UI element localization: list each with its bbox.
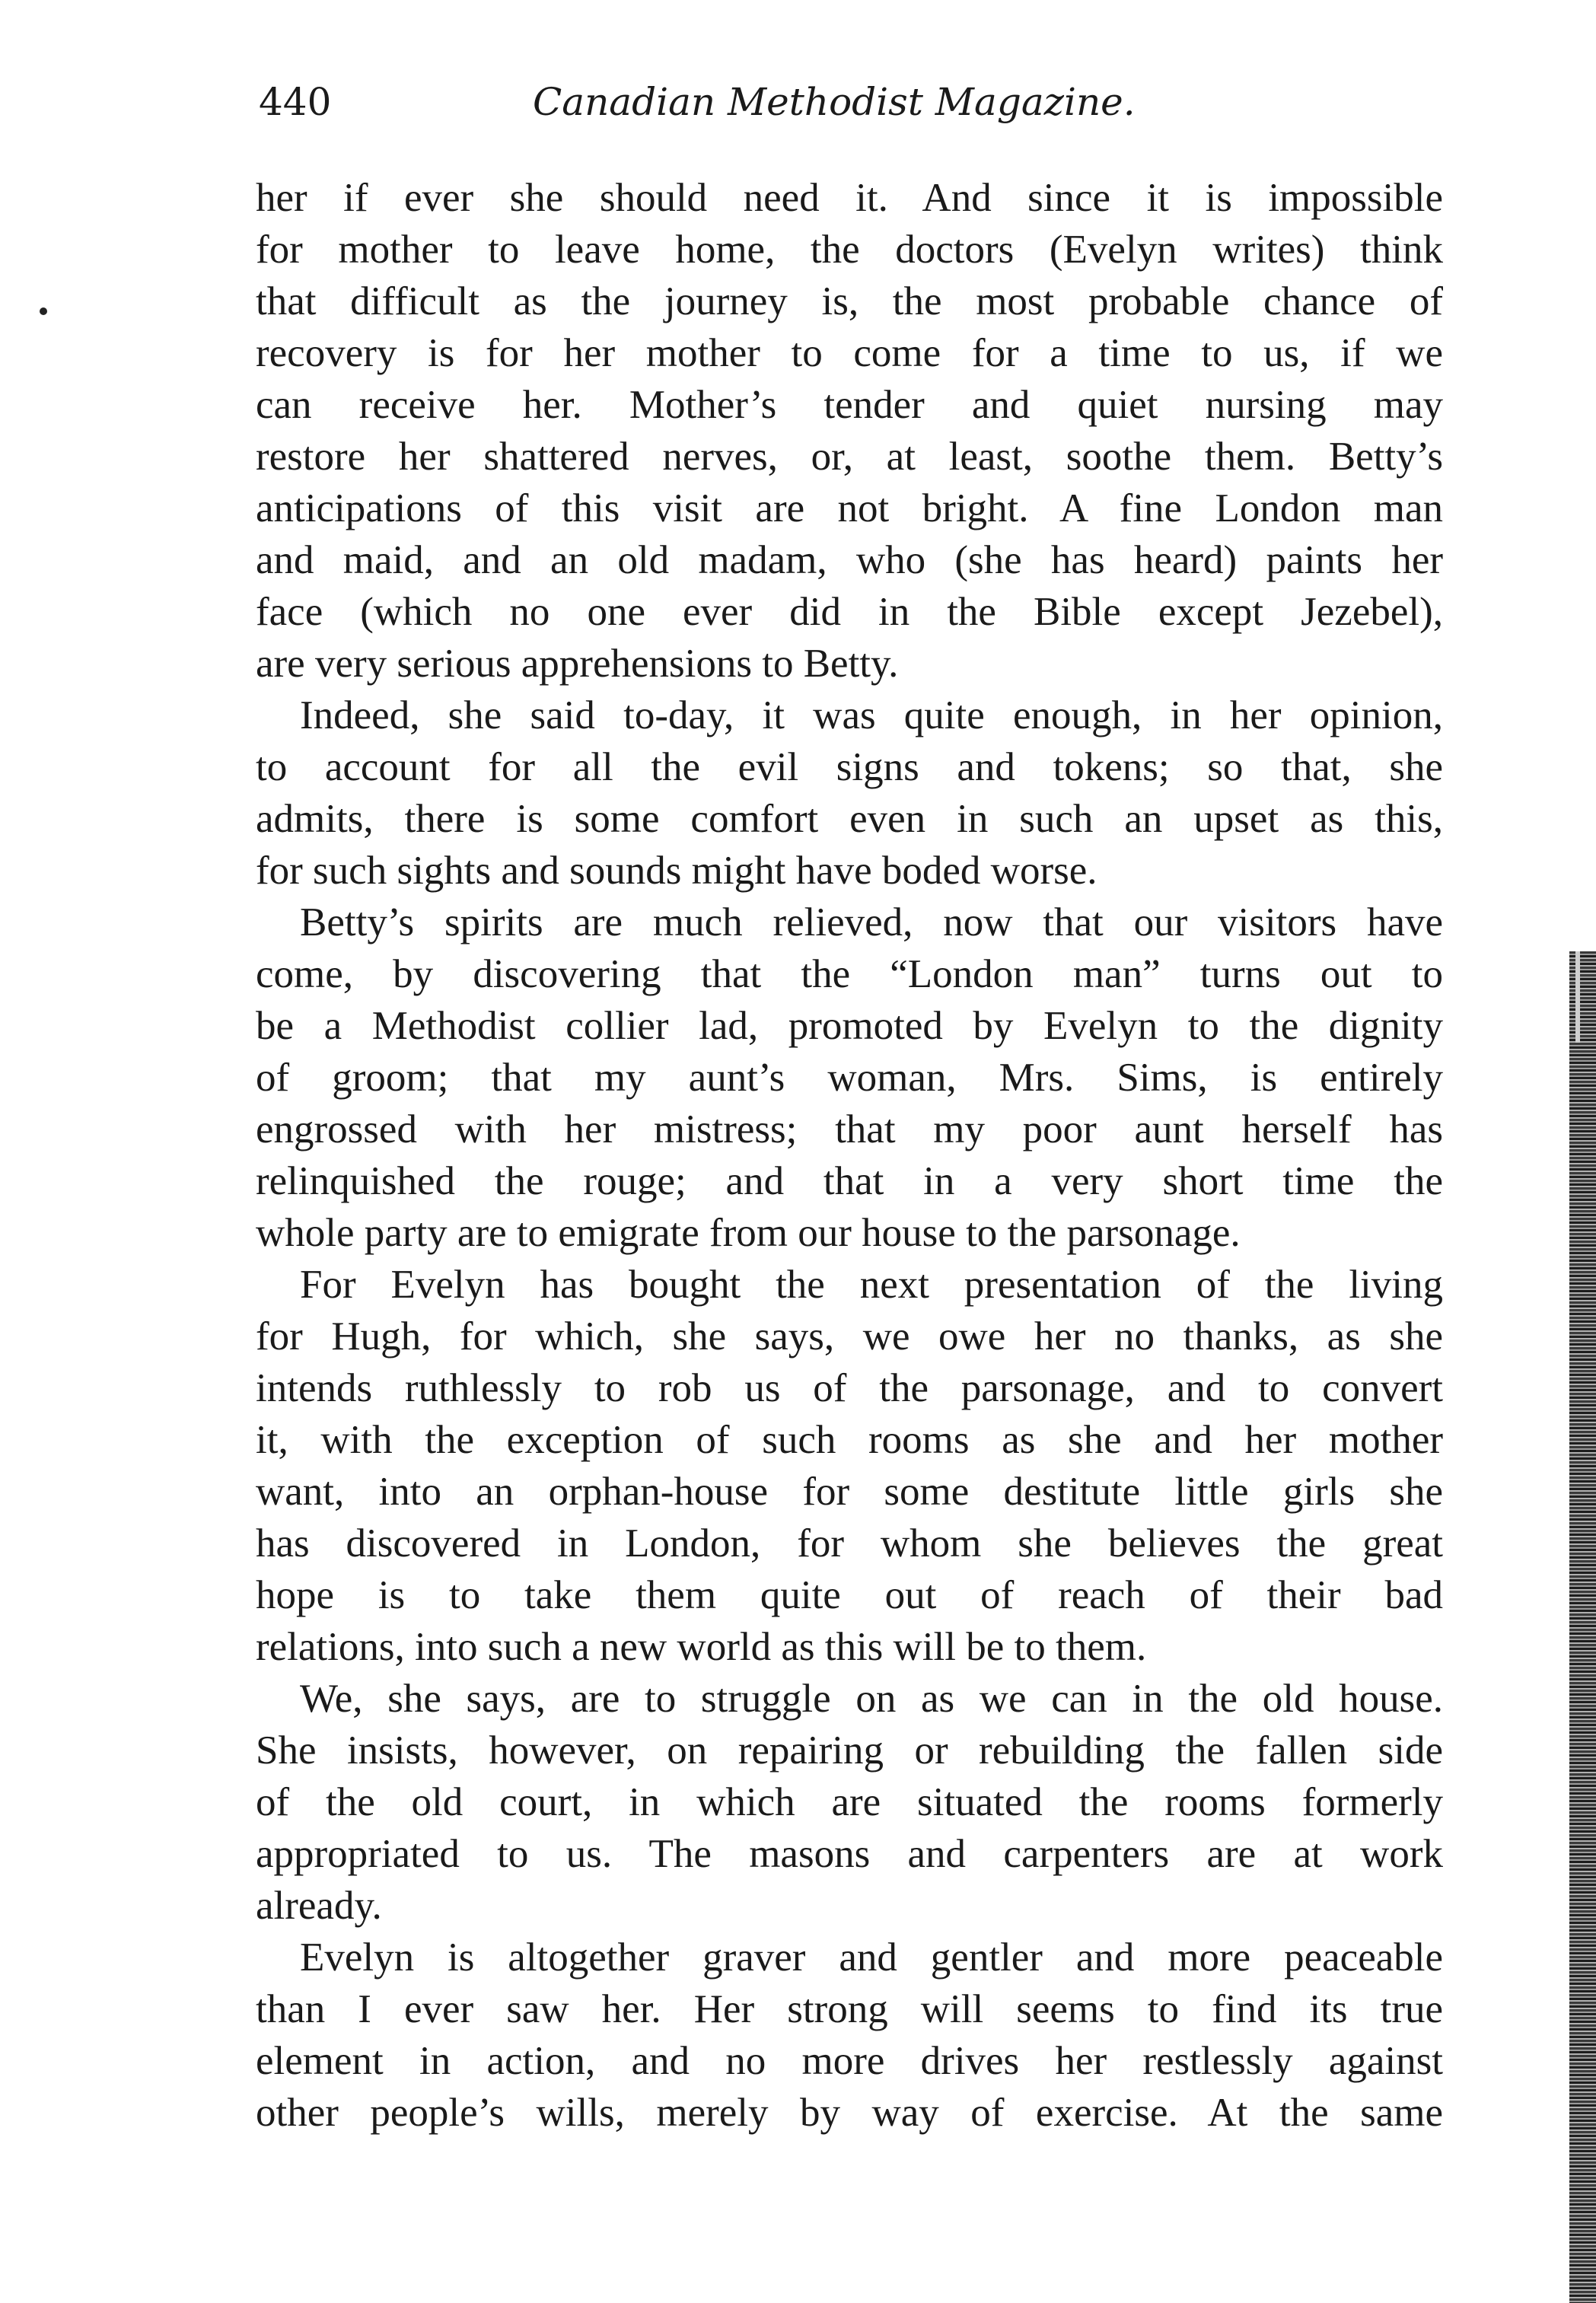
text-line: and maid, and an old madam, who (she has heard) paints her	[256, 538, 1443, 582]
text-line: relations, into such a new world as this will be to them.	[256, 1625, 1147, 1669]
scan-speck	[40, 307, 47, 315]
text-line: engrossed with her mistress; that my poor aunt herself has	[256, 1107, 1443, 1152]
text-line: face (which no one ever did in the Bible except Jezebel),	[256, 590, 1443, 634]
text-line: come, by discovering that the “London man” turns out to	[256, 952, 1443, 996]
text-line: We, she says, are to struggle on as we can in the old house.	[300, 1677, 1443, 1721]
text-line: to account for all the evil signs and tokens; so that, she	[256, 745, 1443, 789]
text-line: can receive her. Mother’s tender and quiet nursing may	[256, 383, 1443, 427]
text-line: for such sights and sounds might have boded worse.	[256, 849, 1097, 893]
text-line: for Hugh, for which, she says, we owe her no thanks, as she	[256, 1314, 1443, 1359]
text-line: hope is to take them quite out of reach of their bad	[256, 1573, 1443, 1617]
text-line: of groom; that my aunt’s woman, Mrs. Sims, is entirely	[256, 1056, 1443, 1100]
text-line: For Evelyn has bought the next presentation of the living	[300, 1263, 1443, 1307]
text-line: appropriated to us. The masons and carpenters are at work	[256, 1832, 1443, 1876]
text-line: are very serious apprehensions to Betty.	[256, 642, 899, 686]
text-line: it, with the exception of such rooms as she and her mother	[256, 1418, 1443, 1462]
scanned-page-edge-highlight	[1575, 951, 1580, 1043]
text-line: other people’s wills, merely by way of exercise. At the same	[256, 2091, 1443, 2135]
text-line: her if ever she should need it. And since it is impossible	[256, 176, 1443, 220]
page-number: 440	[259, 80, 332, 124]
scanned-page-edge	[1569, 951, 1596, 2303]
text-line: intends ruthlessly to rob us of the parsonage, and to convert	[256, 1366, 1443, 1410]
text-line: whole party are to emigrate from our house to the parsonage.	[256, 1211, 1241, 1255]
text-line: already.	[256, 1884, 382, 1928]
text-line: for mother to leave home, the doctors (Evelyn writes) think	[256, 228, 1443, 272]
text-line: of the old court, in which are situated the rooms formerly	[256, 1780, 1443, 1824]
text-line: She insists, however, on repairing or rebuilding the fallen side	[256, 1728, 1443, 1773]
text-line: has discovered in London, for whom she believes the great	[256, 1521, 1443, 1566]
text-line: than I ever saw her. Her strong will seems to find its true	[256, 1987, 1443, 2031]
text-line: be a Methodist collier lad, promoted by Evelyn to the dignity	[256, 1004, 1443, 1048]
text-line: Betty’s spirits are much relieved, now that our visitors have	[300, 900, 1443, 944]
text-line: anticipations of this visit are not bright. A fine London man	[256, 486, 1443, 530]
text-line: element in action, and no more drives her restlessly against	[256, 2039, 1443, 2083]
text-line: admits, there is some comfort even in such an upset as this,	[256, 797, 1443, 841]
text-line: relinquished the rouge; and that in a very short time the	[256, 1159, 1443, 1203]
text-line: want, into an orphan-house for some destitute little girls she	[256, 1470, 1443, 1514]
text-line: recovery is for her mother to come for a time to us, if we	[256, 331, 1443, 375]
text-line: restore her shattered nerves, or, at least, soothe them. Betty’s	[256, 435, 1443, 479]
text-line: that difficult as the journey is, the most probable chance of	[256, 279, 1443, 323]
body-text	[256, 172, 1443, 2139]
text-line: Indeed, she said to-day, it was quite enough, in her opinion,	[300, 693, 1443, 737]
text-line: Evelyn is altogether graver and gentler and more peaceable	[300, 1935, 1443, 1980]
running-title: Canadian Methodist Magazine.	[533, 80, 1136, 124]
